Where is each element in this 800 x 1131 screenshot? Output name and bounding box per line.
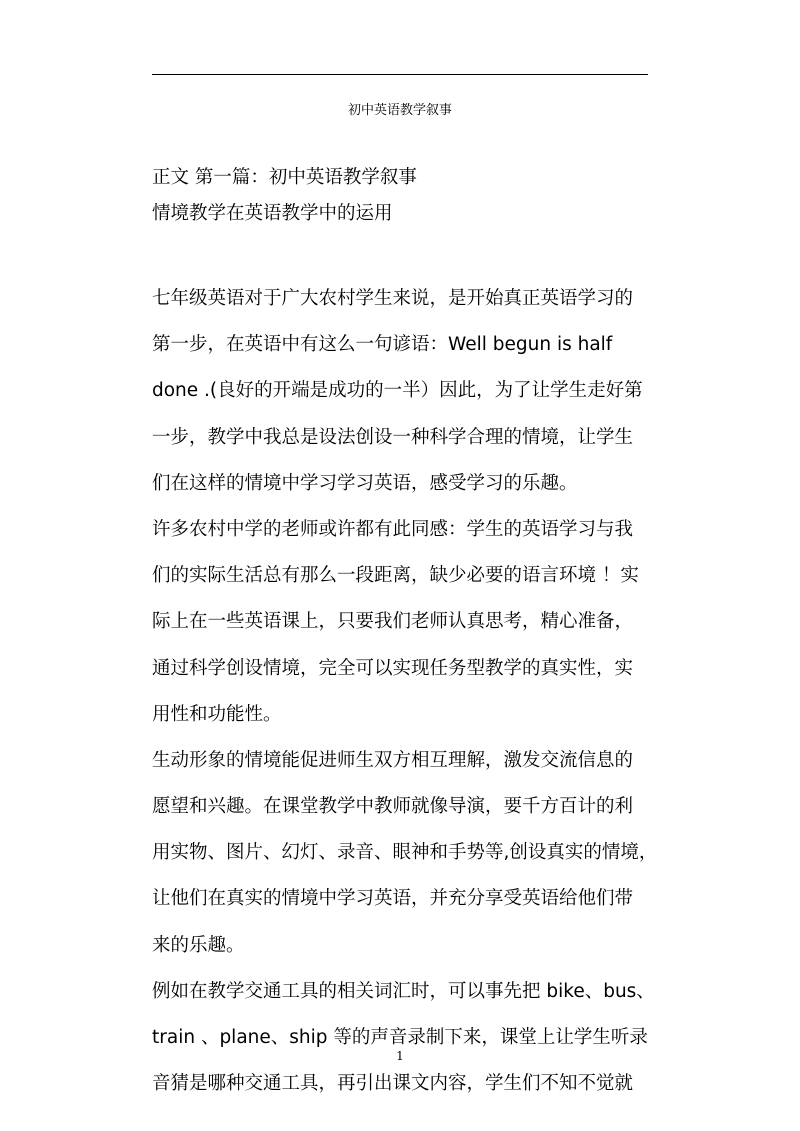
text-line: 一步，教学中我总是设法创设一种科学合理的情境，让学生 xyxy=(152,426,634,448)
header-rule xyxy=(152,74,648,75)
article-title: 情境教学在英语教学中的运用 xyxy=(152,203,393,224)
section-heading: 正文 第一篇：初中英语教学叙事 xyxy=(152,167,417,188)
text-line: 来的乐趣。 xyxy=(152,934,245,956)
document-body xyxy=(152,160,658,1107)
text-line: train 、plane、ship 等的声音录制下来，课堂上让学生听录 xyxy=(152,1027,648,1048)
running-header-title: 初中英语教学叙事 xyxy=(347,103,452,118)
text-line: 生动形象的情境能促进师生双方相互理解，激发交流信息的 xyxy=(152,749,634,771)
text-line: 许多农村中学的老师或许都有此同感：学生的英语学习与我 xyxy=(152,518,634,540)
spacer xyxy=(152,232,652,276)
text-line: 们的实际生活总有那么一段距离，缺少必要的语言环境 ！实 xyxy=(152,565,639,587)
text-line: 让他们在真实的情境中学习英语，并充分享受英语给他们带 xyxy=(152,888,634,910)
text-line: done .(良好的开端是成功的一半）因此，为了让学生走好第 xyxy=(152,380,643,402)
text-line: 用实物、图片、幻灯、录音、眼神和手势等,创设真实的情境， xyxy=(152,842,658,864)
page-number: 1 xyxy=(396,1049,404,1063)
text-line: 七年级英语对于广大农村学生来说，是开始真正英语学习的 xyxy=(152,288,634,309)
text-line: 际上在一些英语课上，只要我们老师认真思考，精心准备， xyxy=(152,611,634,633)
text-line: 愿望和兴趣。在课堂教学中教师就像导演，要千方百计的利 xyxy=(152,796,634,818)
text-line: 第一步，在英语中有这么一句谚语：Well begun is half xyxy=(152,334,613,356)
text-line: 音猜是哪种交通工具，再引出课文内容，学生们不知不觉就 xyxy=(152,1073,634,1095)
paragraph-block xyxy=(152,276,658,1107)
text-line: 用性和功能性。 xyxy=(152,703,282,725)
text-line: 们在这样的情境中学习学习英语，感受学习的乐趣。 xyxy=(152,472,578,494)
text-line: 例如在教学交通工具的相关词汇时，可以事先把 bike、bus、 xyxy=(152,980,655,1002)
text-line: 通过科学创设情境，完全可以实现任务型教学的真实性，实 xyxy=(152,657,634,679)
